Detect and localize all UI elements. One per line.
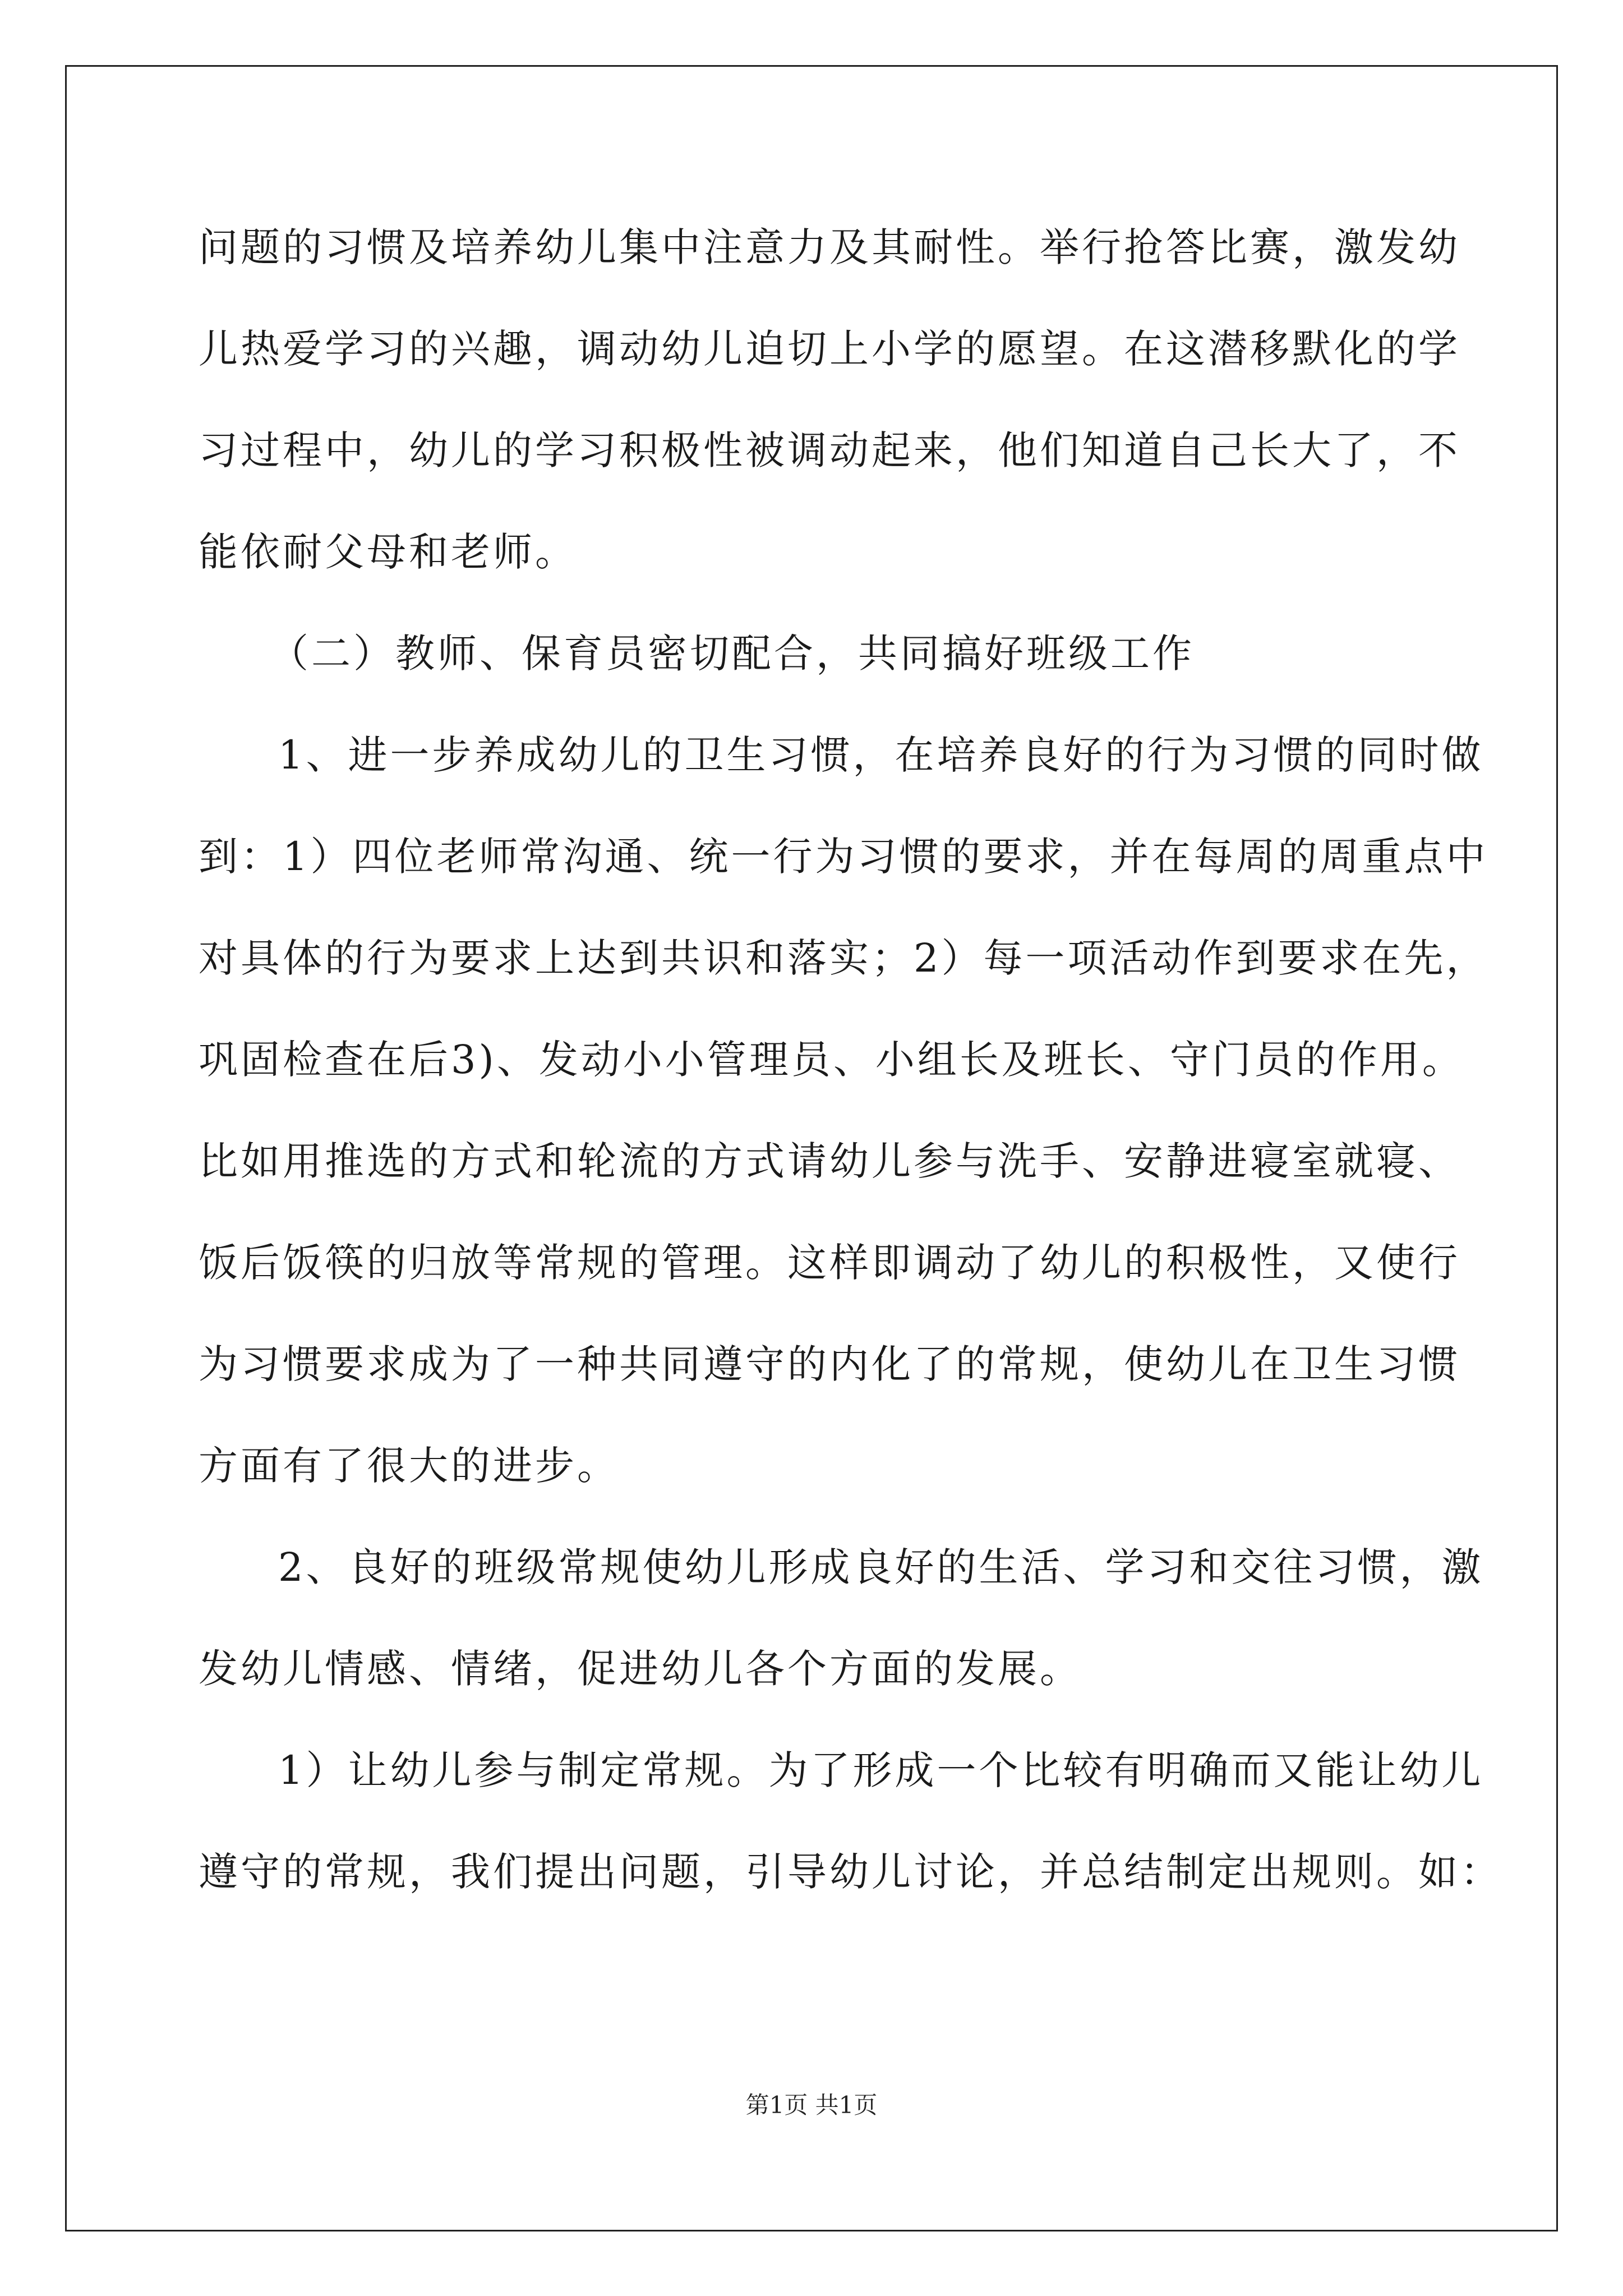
body-line-10: 比如用推选的方式和轮流的方式请幼儿参与洗手、安静进寝室就寝、 (199, 1138, 1460, 1184)
body-line-6: 1、进一步养成幼儿的卫生习惯，在培养良好的行为习惯的同时做 (278, 732, 1484, 778)
body-line-8: 对具体的行为要求上达到共识和落实；2）每一项活动作到要求在先， (199, 935, 1488, 981)
body-line-3: 习过程中，幼儿的学习积极性被调动起来，他们知道自己长大了，不 (199, 427, 1460, 473)
body-line-14: 2、良好的班级常规使幼儿形成良好的生活、学习和交往习惯，激 (278, 1544, 1484, 1590)
section-heading: （二）教师、保育员密切配合，共同搞好班级工作 (269, 631, 1195, 677)
body-line-4: 能依耐父母和老师。 (199, 529, 577, 575)
body-line-9: 巩固检查在后3)、发动小小管理员、小组长及班长、守门员的作用。 (199, 1037, 1464, 1083)
body-line-15: 发幼儿情感、情绪，促进幼儿各个方面的发展。 (199, 1646, 1082, 1692)
body-line-12: 为习惯要求成为了一种共同遵守的内化了的常规，使幼儿在卫生习惯 (199, 1341, 1460, 1387)
body-line-13: 方面有了很大的进步。 (199, 1443, 619, 1489)
page-number-footer: 第1页 共1页 (745, 2091, 878, 2119)
body-line-16: 1）让幼儿参与制定常规。为了形成一个比较有明确而又能让幼儿 (278, 1747, 1484, 1793)
body-line-2: 儿热爱学习的兴趣，调动幼儿迫切上小学的愿望。在这潜移默化的学 (199, 326, 1460, 372)
body-line-1: 问题的习惯及培养幼儿集中注意力及其耐性。举行抢答比赛，激发幼 (199, 224, 1460, 270)
body-line-17: 遵守的常规，我们提出问题，引导幼儿讨论，并总结制定出规则。如： (199, 1849, 1502, 1895)
body-line-7: 到：1）四位老师常沟通、统一行为习惯的要求，并在每周的周重点中 (199, 834, 1488, 880)
body-line-11: 饭后饭筷的归放等常规的管理。这样即调动了幼儿的积极性，又使行 (199, 1240, 1460, 1286)
